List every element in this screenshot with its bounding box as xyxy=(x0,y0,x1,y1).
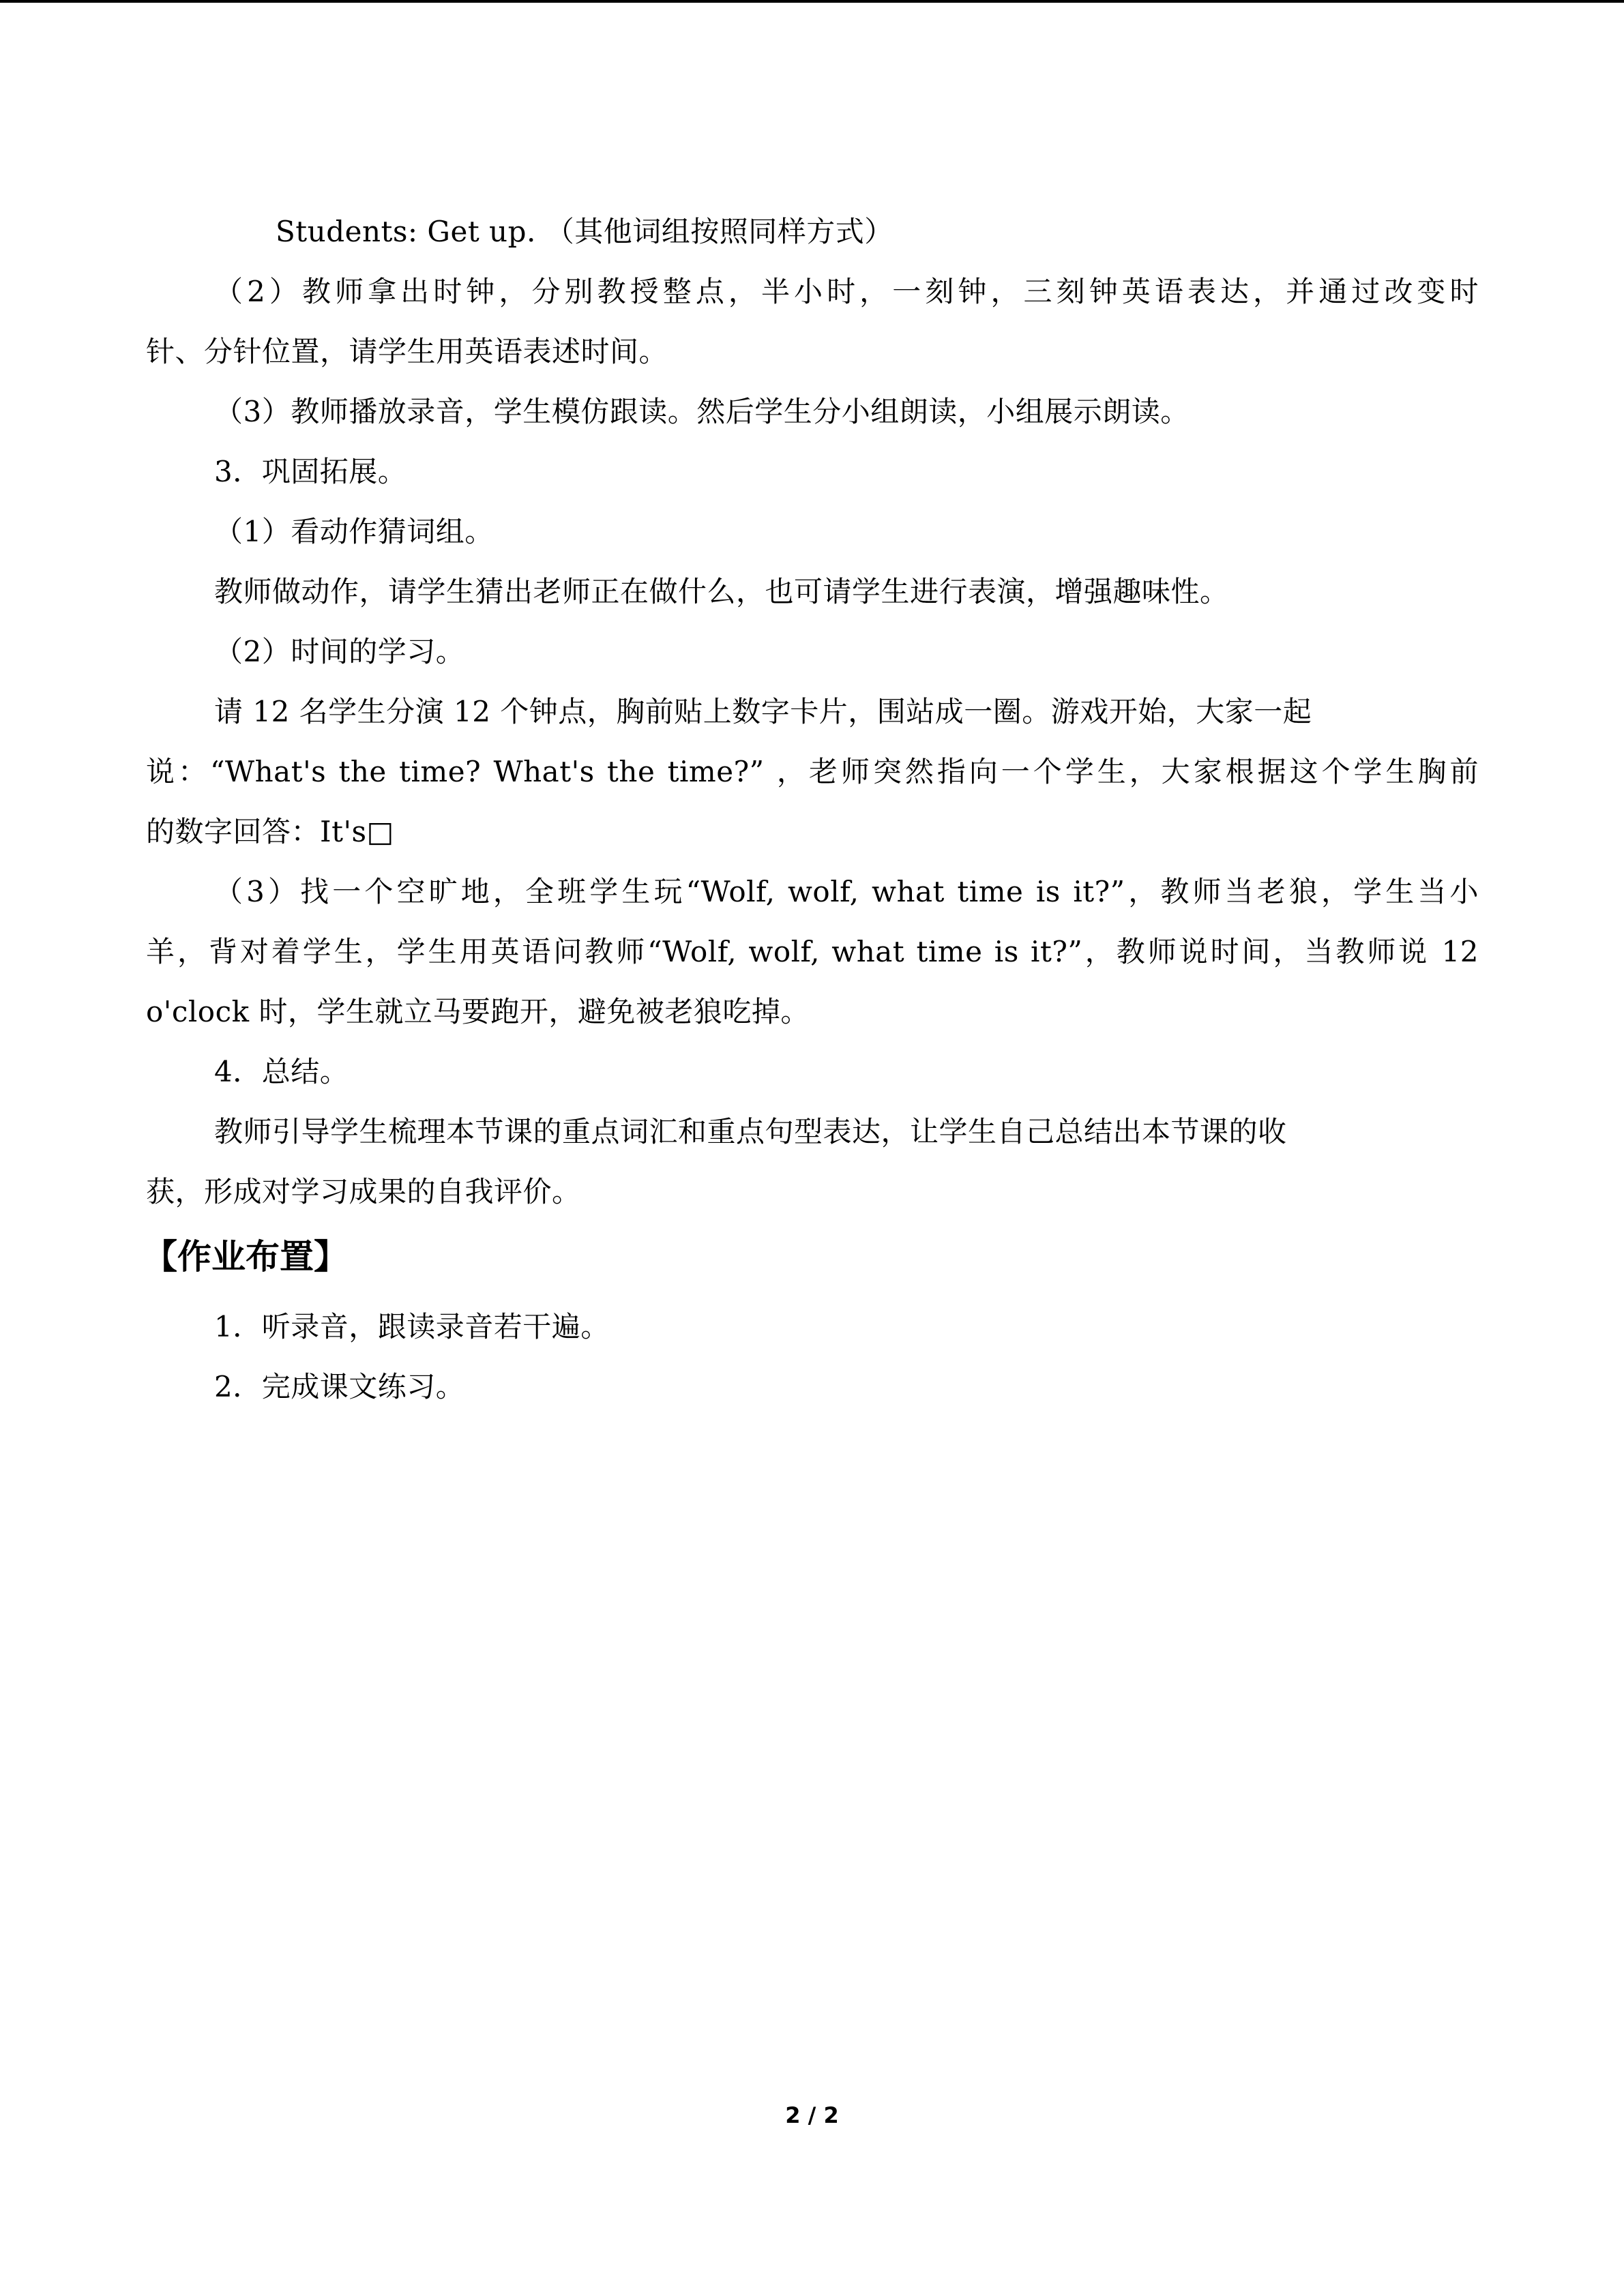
homework-item: 1．听录音，跟读录音若干遍。 xyxy=(214,1310,610,1343)
section-step-heading: 4．总结。 xyxy=(214,1055,349,1088)
paragraph-line: 针、分针位置，请学生用英语表述时间。 xyxy=(146,335,668,368)
paragraph-line: （3）找一个空旷地，全班学生玩“Wolf, wolf, what time is it?”，教师当老狼，学生当小 xyxy=(214,875,1479,908)
paragraph-line: （1）看动作猜词组。 xyxy=(214,515,494,548)
paragraph-line: o'clock 时，学生就立马要跑开，避免被老狼吃掉。 xyxy=(146,995,810,1028)
paragraph-line: （3）教师播放录音，学生模仿跟读。然后学生分小组朗读，小组展示朗读。 xyxy=(214,395,1190,428)
section-step-heading: 3．巩固拓展。 xyxy=(214,455,407,488)
paragraph-line: （2）时间的学习。 xyxy=(214,635,465,668)
paragraph-line: 请 12 名学生分演 12 个钟点，胸前贴上数字卡片，围站成一圈。游戏开始，大家一起 xyxy=(214,695,1312,728)
paragraph-line: 的数字回答：It's□ xyxy=(146,815,394,848)
paragraph-line: 羊，背对着学生，学生用英语问教师“Wolf, wolf, what time is it?”，教师说时间，当教师说 12 xyxy=(146,935,1479,968)
paragraph-line: 说：“What's the time? What's the time?” ，老师突然指向一个学生，大家根据这个学生胸前 xyxy=(146,755,1479,788)
paragraph-line: （2）教师拿出时钟，分别教授整点，半小时，一刻钟，三刻钟英语表达，并通过改变时 xyxy=(214,275,1479,308)
homework-item: 2．完成课文练习。 xyxy=(214,1370,465,1403)
homework-heading: 【作业布置】 xyxy=(143,1237,348,1277)
page-number: 2 / 2 xyxy=(785,2102,839,2128)
paragraph-line: 教师做动作，请学生猜出老师正在做什么，也可请学生进行表演，增强趣味性。 xyxy=(214,575,1229,608)
page-top-border xyxy=(0,0,1624,3)
paragraph-line: Students: Get up. （其他词组按照同样方式） xyxy=(276,215,894,248)
paragraph-line: 获，形成对学习成果的自我评价。 xyxy=(146,1175,581,1208)
paragraph-line: 教师引导学生梳理本节课的重点词汇和重点句型表达，让学生自己总结出本节课的收 xyxy=(214,1115,1287,1148)
document-body xyxy=(143,202,1479,1417)
